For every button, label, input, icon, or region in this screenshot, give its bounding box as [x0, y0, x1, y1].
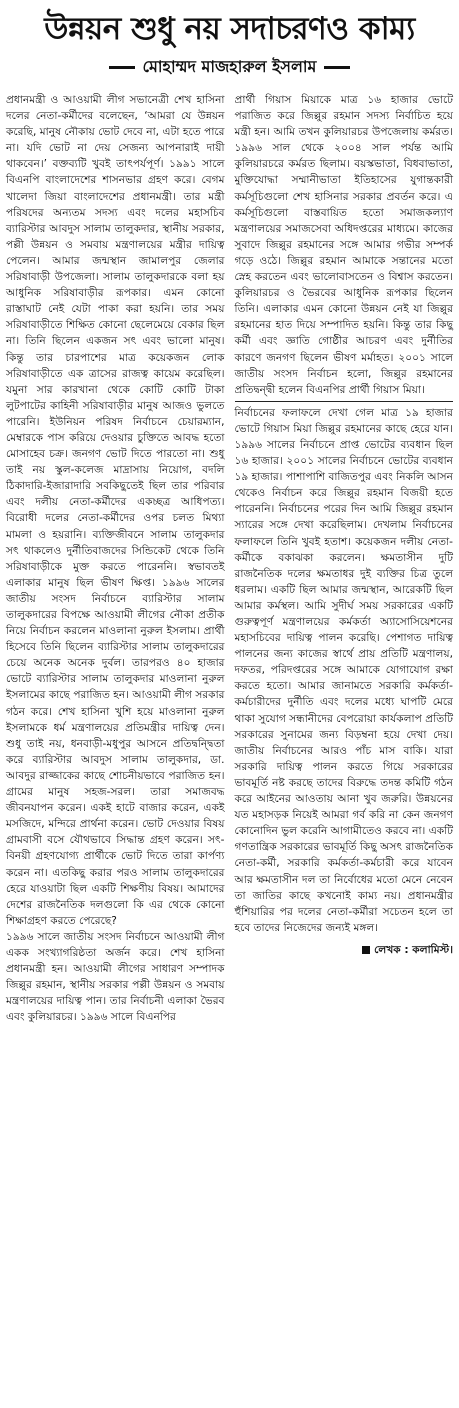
divider [235, 401, 454, 402]
newspaper-clipping [0, 10, 459, 1408]
author-note [235, 942, 454, 958]
headline: উন্নয়ন শুধু নয় সদাচরণও কাম্য [44, 11, 415, 47]
paragraph: প্রধানমন্ত্রী ও আওয়ামী লীগ সভানেত্রী শেখ হাসিনা দলের নেতা-কর্মীদের বলেছেন, ‘আমরা যে উন্নয়ন করেছি, মানুষ নৌকায় ভোট দেবে না, এটা হতে পারে না। যদি ভোট না দেয় সেজন্য আপনারাই দায়ী থাকবেন।’ বক্তব্যটি খুবই তাৎপর্যপূর্ণ। ১৯৯১ সালে বিএনপি বাংলাদেশের শাসনভার গ্রহণ করে। বেগম খালেদা জিয়া বাংলাদেশের প্রধানমন্ত্রী। তার মন্ত্রী পরিষদের অন্যতম সদস্য এবং দলের মহাসচিব ব্যারিস্টার আবদুস সালাম তালুকদার, স্থানীয় সরকার, পল্লী উন্নয়ন ও সমবায় মন্ত্রণালয়ের মন্ত্রীর দায়িত্ব পেলেন। আমার জন্মস্থান জামালপুর জেলার সরিষাবাড়ী উপজেলা। সালাম তালুকদারকে বলা হয় আধুনিক সরিষাবাড়ীর রূপকার। এমন কোনো রাস্তাঘাট নেই যেটা পাকা করা হয়নি। তার সময় সরিষাবাড়ীতে শিক্ষিত কোনো ছেলেমেয়ে বেকার ছিল না। তিনি ছিলেন একজন সৎ এবং ভালো মানুষ। কিন্তু তার চারপাশের মাত্র কয়েকজন লোক সরিষাবাড়ীতে এক ত্রাসের রাজত্ব কায়েম করেছিল। যমুনা সার কারখানা থেকে কোটি কোটি টাকা লুটপাটের কাহিনী সরিষাবাড়ীর মানুষ আজও ভুলতে পারেনি। ইউনিয়ন পরিষদ নির্বাচনে চেয়ারম্যান, মেম্বারকে পাস করিয়ে দেওয়ার চুক্তিতে আবদ্ধ হতো মোসাহেব চক্র। জনগণ ভোট দিতে পারতো না। শুধু তাই নয় স্কুল-কলেজ মাদ্রাসায় নিয়োগ, বদলি ঠিকাদারি-ইজারাদারি সবকিছুতেই ছিল তার পরিবার এবং দলীয় নেতা-কর্মীদের একচ্ছত্র আধিপত্য। বিরোধী দলের নেতা-কর্মীদের ওপর চলত মিথ্যা মামলা ও হয়রানি। ব্যক্তিজীবনে সালাম তালুকদার সৎ থাকলেও দুর্নীতিবাজদের সিন্ডিকেট থেকে তিনি সরিষাবাড়ীকে মুক্ত করতে পারেননি। স্বভাবতই এলাকার মানুষ ছিল ভীষণ ক্ষিপ্ত। ১৯৯৬ সালের জাতীয় সংসদ নির্বাচনে ব্যারিস্টার সালাম তালুকদারের বিপক্ষে আওয়ামী লীগের নৌকা প্রতীক নিয়ে নির্বাচন করলেন মাওলানা নুরুল ইসলাম। প্রার্থী হিসেবে তিনি ছিলেন ব্যারিস্টার সালাম তালুকদারের চেয়ে অনেক অনেক দুর্বল। তারপরও ৪০ হাজার ভোটে ব্যারিস্টার সালাম তালুকদার মাওলানা নুরুল ইসলামের কাছে পরাজিত হন। আওয়ামী লীগ সরকার গঠন করে। শেখ হাসিনা খুশি হয়ে মাওলানা নুরুল ইসলামকে ধর্ম মন্ত্রণালয়ের প্রতিমন্ত্রীর দায়িত্ব দেন। শুধু তাই নয়, ধনবাড়ী-মধুপুর আসনে প্রতিদ্বন্দ্বিতা করে ব্যারিস্টার আবদুস সালাম তালুকদার, ডা. আবদুর রাজ্জাকের কাছে শোচনীয়ভাবে পরাজিত হন। গ্রামের মানুষ সহজ-সরল। তারা সমাজবদ্ধ জীবনযাপন করেন। একই হাটে বাজার করেন, একই মসজিদে, মন্দিরে প্রার্থনা করেন। ভোট দেওয়ার বিষয় গ্রামবাসী বসে যৌথভাবে সিদ্ধান্ত গ্রহণ করেন। সৎ-বিনয়ী গ্রহণযোগ্য প্রার্থীকে ভোট দিতে তারা কার্পণ্য করেন না। এতকিছু করার পরও সালাম তালুকদারের হেরে যাওয়াটা ছিল একটি শিক্ষণীয় বিষয়। আমাদের দেশের রাজনৈতিক দলগুলো কি এর থেকে কোনো শিক্ষাগ্রহণ করতে পেরেছে? [6, 94, 225, 927]
byline-rule-right [324, 66, 350, 69]
square-bullet-icon [362, 946, 370, 954]
left-column [6, 92, 225, 1025]
byline-row [2, 56, 457, 78]
byline-rule-left [109, 66, 135, 69]
paragraph: প্রার্থী গিয়াস মিয়াকে মাত্র ১৬ হাজার ভোটে পরাজিত করে জিল্লুর রহমান সদস্য নির্বাচিত হয়ে মন্ত্রী হন। আমি তখন কুলিয়ারচর উপজেলায় কর্মরত। ১৯৯৬ সাল থেকে ২০০৪ সাল পর্যন্ত আমি কুলিয়ারচরে কর্মরত ছিলাম। বয়স্কভাতা, বিধবাভাতা, মুক্তিযোদ্ধা সম্মানীভাতা ইতিহাসের যুগান্তকারী কর্মসূচিগুলো শেখ হাসিনার সরকার প্রবর্তন করে। এ কর্মসূচিগুলো বাস্তবায়িত হতো সমাজকল্যাণ মন্ত্রণালয়ের সমাজসেবা অধিদপ্তরের মাধ্যমে। কাজের সুবাদে জিল্লুর রহমানের সঙ্গে আমার গভীর সম্পর্ক গড়ে ওঠে। জিল্লুর রহমান আমাকে সন্তানের মতো স্নেহ করতেন এবং ভালোবাসতেন ও বিশ্বাস করতেন। কুলিয়ারচর ও ভৈরবের আধুনিক রূপকার ছিলেন তিনি। এলাকার এমন কোনো উন্নয়ন নেই যা জিল্লুর রহমানের হাত দিয়ে সম্পাদিত হয়নি। কিন্তু তার কিছু কর্মী এবং জ্ঞাতি গোষ্ঠীর আচরণ এবং দুর্নীতির কারণে জনগণ ছিলেন ভীষণ মর্মাহত। ২০০১ সালে জাতীয় সংসদ নির্বাচন হলো, জিল্লুর রহমানের প্রতিদ্বন্দ্বী হলেন বিএনপির প্রার্থী গিয়াস মিয়া। [234, 94, 453, 396]
article-columns [2, 92, 457, 1025]
paragraph: নির্বাচনের ফলাফলে দেখা গেল মাত্র ১৯ হাজার ভোটে গিয়াস মিয়া জিল্লুর রহমানের কাছে হেরে যান। ১৯৯৬ সালের নির্বাচনে প্রাপ্ত ভোটের ব্যবধান ছিল ১৬ হাজার। ২০০১ সালের নির্বাচনে ভোটের ব্যবধান ১৯ হাজার। পাশাপাশি বাজিতপুর এবং নিকলি আসন থেকেও নির্বাচন করে জিল্লুর রহমান বিজয়ী হতে পারেননি। নির্বাচনের পরের দিন আমি জিল্লুর রহমান স্যারের সঙ্গে দেখা করেছিলাম। দেখলাম নির্বাচনের ফলাফলে তিনি খুবই হতাশ। কয়েকজন দলীয় নেতা-কর্মীকে বকাঝকা করলেন। ক্ষমতাসীন দুটি রাজনৈতিক দলের ক্ষমতাধর দুই ব্যক্তির চিত্র তুলে ধরলাম। একটি ছিল আমার জন্মস্থান, আরেকটি ছিল আমার কর্মস্থল। আমি সুদীর্ঘ সময় সরকারের একটি গুরুত্বপূর্ণ মন্ত্রণালয়ের কর্মকর্তা অ্যাসোসিয়েশনের মহাসচিবের দায়িত্ব পালন করেছি। পেশাগত দায়িত্ব পালনের জন্য কাজের স্বার্থে প্রায় প্রতিটি মন্ত্রণালয়, দফতর, পরিদপ্তরের সঙ্গে আমাকে যোগাযোগ রক্ষা করতে হতো। আমার জানামতে সরকারি কর্মকর্তা-কর্মচারীদের দুর্নীতি এবং দলের মধ্যে ঘাপটি মেরে থাকা সুযোগ সন্ধানীদের বেপরোয়া কার্যকলাপ প্রতিটি সরকারের সুনামের জন্য বিড়ম্বনা হয়ে দেখা দেয়। জাতীয় নির্বাচনের আরও পাঁচ মাস বাকি। যারা সরকারি দায়িত্ব পালন করতে গিয়ে সরকারের ভাবমূর্তি নষ্ট করছে তাদের বিরুদ্ধে তদন্ত কমিটি গঠন করে আইনের আওতায় আনা খুব জরুরি। উন্নয়নের যত মহাসড়ক নিয়েই আমরা গর্ব করি না কেন জনগণ কোনোদিন ভুল করেনি আগামীতেও করবে না। একটি গণতান্ত্রিক সরকারের ভাবমূর্তি কিছু অসৎ রাজনৈতিক নেতা-কর্মী, সরকারি কর্মকর্তা-কর্মচারী করে যাবেন আর ক্ষমতাসীন দল তা নির্বোধের মতো মেনে নেবেন তা জাতির কাছে কখনোই কাম্য নয়। প্রধানমন্ত্রীর হুঁশিয়ারির পর দলের নেতা-কর্মীরা সচেতন হলে তা হবে তাদের নিজেদের জন্যই মঙ্গল। [234, 406, 453, 934]
right-column [235, 92, 454, 1025]
author-note-text: লেখক : কলামিস্ট। [374, 943, 453, 956]
byline: মোহাম্মদ মাজহারুল ইসলাম [142, 57, 317, 76]
paragraph: ১৯৯৬ সালে জাতীয় সংসদ নির্বাচনে আওয়ামী লীগ একক সংখ্যাগরিষ্ঠতা অর্জন করে। শেখ হাসিনা প্রধানমন্ত্রী হন। আওয়ামী লীগের সাধারণ সম্পাদক জিল্লুর রহমান, স্থানীয় সরকার পল্লী উন্নয়ন ও সমবায় মন্ত্রণালয়ের দায়িত্ব পান। তার নির্বাচনী এলাকা ভৈরব এবং কুলিয়ারচর। ১৯৯৬ সালে বিএনপির [6, 930, 225, 1024]
